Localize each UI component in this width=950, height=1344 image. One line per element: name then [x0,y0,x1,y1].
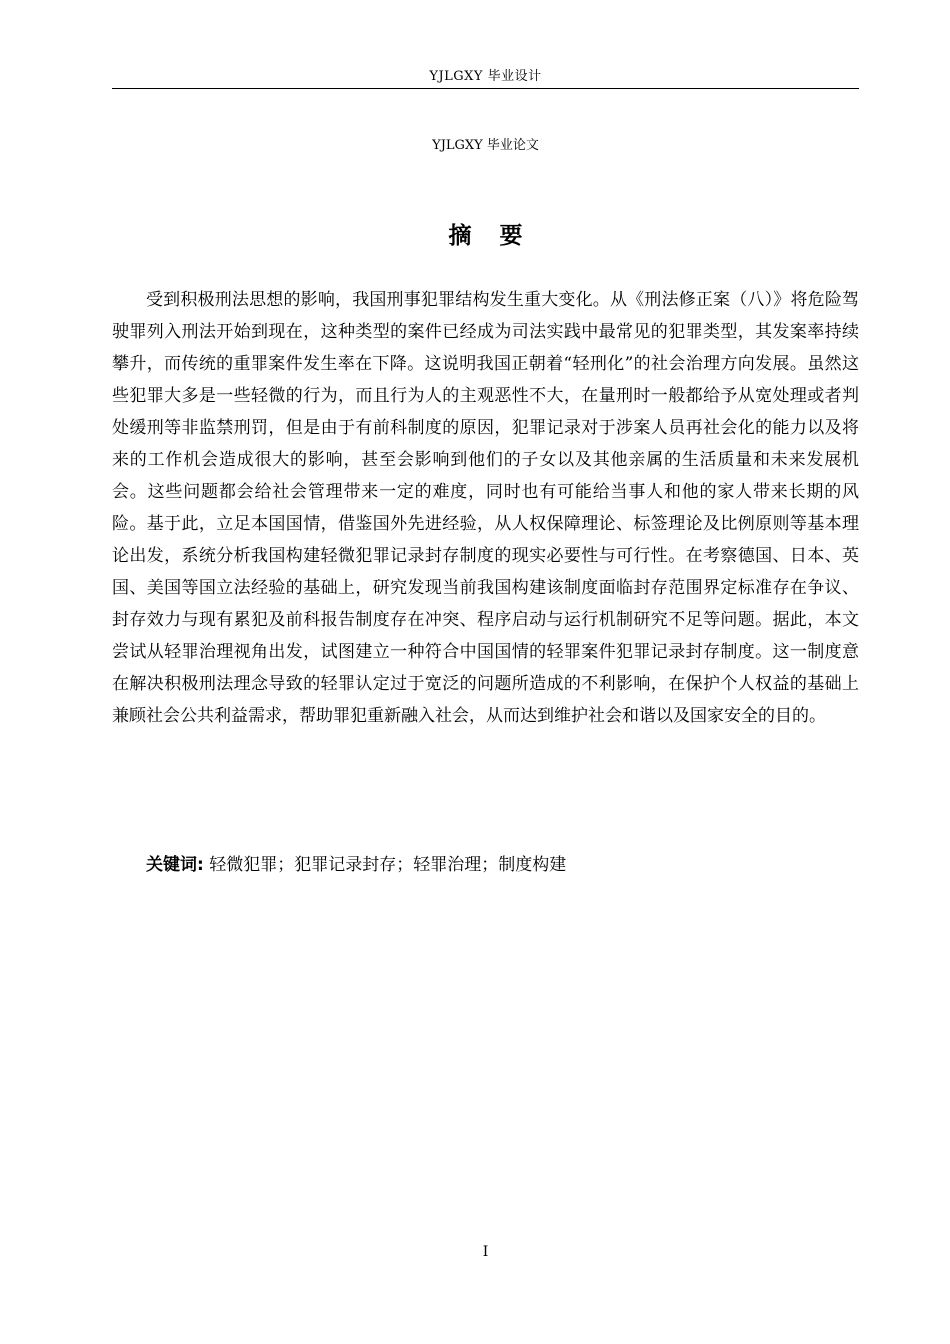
keywords-line [146,849,859,881]
abstract-title: 摘要 [448,223,551,249]
keywords-label: 关键词: [146,855,204,875]
page-number: I [482,1244,489,1260]
document-label: YJLGXY 毕业论文 [432,138,539,153]
keywords-text: 轻微犯罪；犯罪记录封存；轻罪治理；制度构建 [209,855,567,875]
running-header: YJLGXY 毕业设计 [429,69,542,84]
abstract-body: 受到积极刑法思想的影响，我国刑事犯罪结构发生重大变化。从《刑法修正案（八）》将危险驾驶罪列入刑法开始到现在，这种类型的案件已经成为司法实践中最常见的犯罪类型，其发案率持续攀升，而传统的重罪案件发生率在下降。这说明我国正朝着“轻刑化”的社会治理方向发展。虽然这些犯罪大多是一些轻微的行为，而且行为人的主观恶性不大，在量刑时一般都给予从宽处理或者判处缓刑等非监禁刑罚，但是由于有前科制度的原因，犯罪记录对于涉案人员再社会化的能力以及将来的工作机会造成很大的影响，甚至会影响到他们的子女以及其他亲属的生活质量和未来发展机会。这些问题都会给社会管理带来一定的难度，同时也有可能给当事人和他的家人带来长期的风险。基于此，立足本国国情，借鉴国外先进经验，从人权保障理论、标签理论及比例原则等基本理论出发，系统分析我国构建轻微犯罪记录封存制度的现实必要性与可行性。在考察德国、日本、英国、美国等国立法经验的基础上，研究发现当前我国构建该制度面临封存范围界定标准存在争议、封存效力与现有累犯及前科报告制度存在冲突、程序启动与运行机制研究不足等问题。据此，本文尝试从轻罪治理视角出发，试图建立一种符合中国国情的轻罪案件犯罪记录封存制度。这一制度意在解决积极刑法理念导致的轻罪认定过于宽泛的问题所造成的不利影响，在保护个人权益的基础上兼顾社会公共利益需求，帮助罪犯重新融入社会，从而达到维护社会和谐以及国家安全的目的。 [112,290,859,726]
header-rule [112,88,859,89]
